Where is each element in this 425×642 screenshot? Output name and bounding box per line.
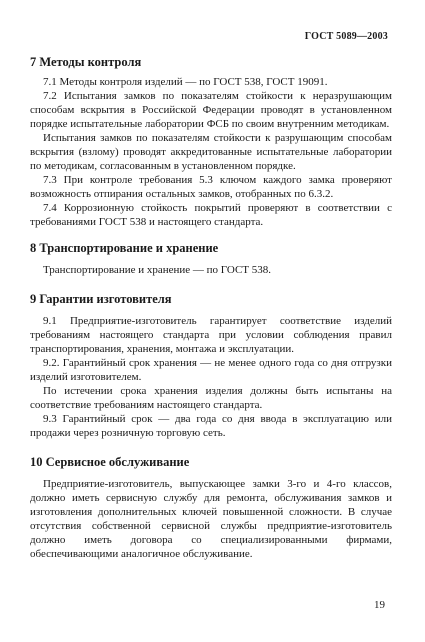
- standard-header: ГОСТ 5089—2003: [304, 31, 388, 42]
- section-8-heading: 8 Транспортирование и хранение: [30, 241, 219, 255]
- document-content: [30, 54, 392, 561]
- section-7-heading: 7 Методы контроля: [30, 55, 142, 69]
- section-7-paragraph: 7.2 Испытания замков по показателям стойкости к неразрушающим способам вскрытия в Российской Федерации проводят в установленном порядке испытательные лаборатории ФСБ по своим внутренним методикам.: [30, 90, 392, 130]
- section-9-paragraph: 9.3 Гарантийный срок — два года со дня ввода в эксплуатацию или продажи через розничную торговую сеть.: [30, 413, 392, 439]
- section-10-heading: 10 Сервисное обслуживание: [30, 455, 190, 469]
- section-9-heading: 9 Гарантии изготовителя: [30, 292, 172, 306]
- section-7-paragraph: 7.1 Методы контроля изделий — по ГОСТ 538, ГОСТ 19091.: [43, 76, 328, 88]
- section-9-paragraph: По истечении срока хранения изделия должны быть испытаны на соответствие требованиям настоящего стандарта.: [30, 385, 392, 411]
- section-10-paragraph: Предприятие-изготовитель, выпускающее замки 3-го и 4-го классов, должно иметь сервисную службу для ремонта, обслуживания замков и изготовления дополнительных ключей повышенной сложности. В случае отсутствия собственной сервисной службы предприятие-изготовитель должно иметь договора со специализированными фирмами, обеспечивающими аналогичное обслуживание.: [30, 478, 392, 560]
- section-9-paragraph: 9.2. Гарантийный срок хранения — не менее одного года со дня отгрузки изделий изготовителем.: [30, 357, 392, 383]
- section-7-paragraph: 7.4 Коррозионную стойкость покрытий проверяют в соответствии с требованиями ГОСТ 538 и настоящего стандарта.: [30, 202, 392, 228]
- section-7-paragraph: 7.3 При контроле требования 5.3 ключом каждого замка проверяют возможность отпирания остальных замков, отобранных по 6.3.2.: [30, 174, 392, 200]
- section-9-paragraph: 9.1 Предприятие-изготовитель гарантирует соответствие изделий требованиям настоящего стандарта при условии соблюдения правил транспортирования, хранения, монтажа и эксплуатации.: [30, 315, 392, 355]
- page-number: 19: [374, 599, 385, 611]
- section-8-paragraph: Транспортирование и хранение — по ГОСТ 538.: [43, 264, 272, 276]
- section-7-paragraph: Испытания замков по показателям стойкости к разрушающим способам вскрытия (взлому) проводят аккредитованные испытательные лаборатории по методикам, согласованным в установленном порядке.: [30, 132, 392, 172]
